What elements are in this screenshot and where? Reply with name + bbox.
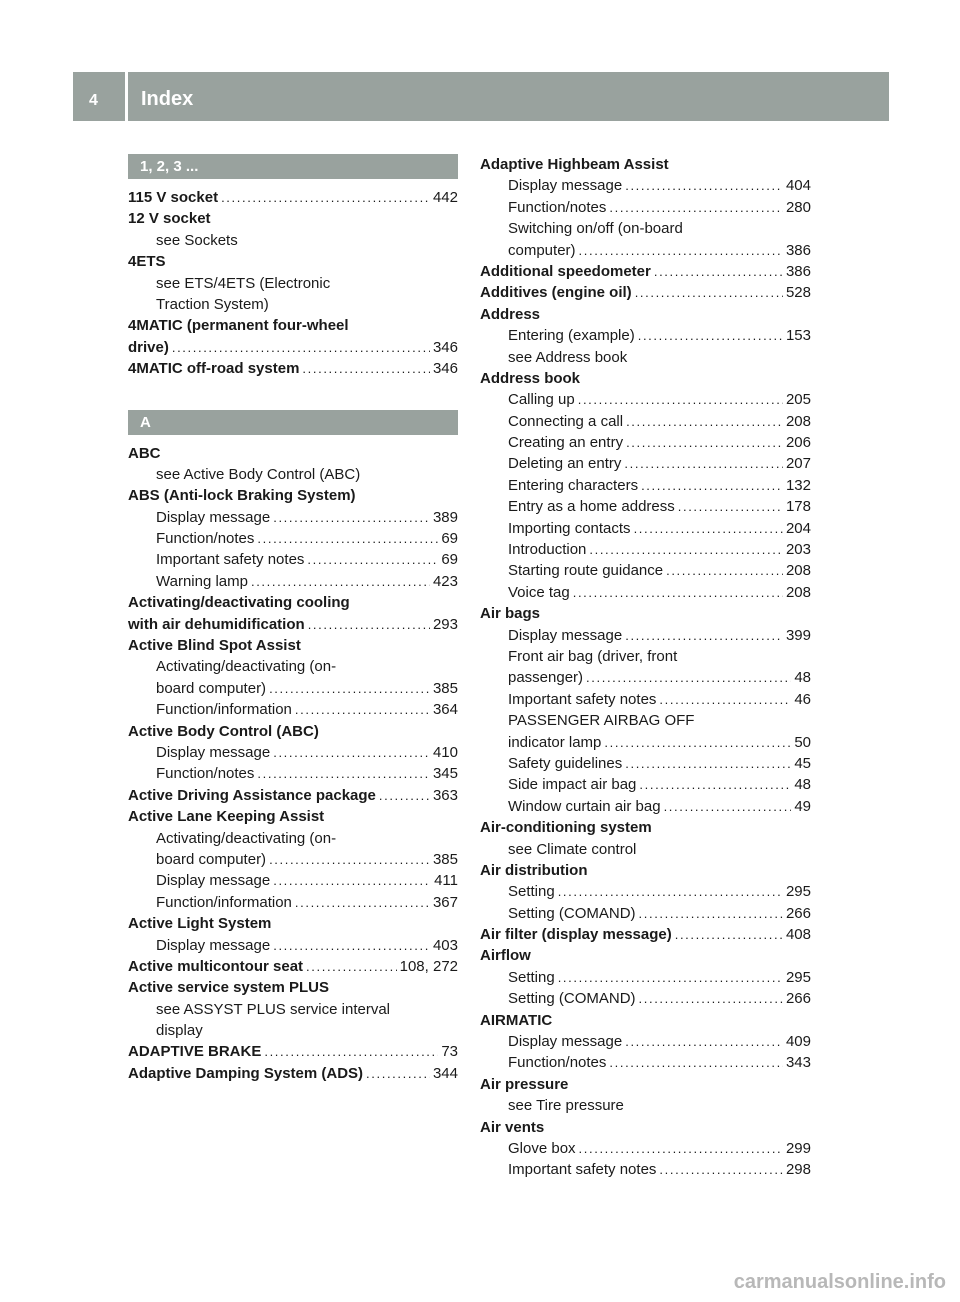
- entry-label: Safety guidelines: [508, 754, 623, 772]
- page-reference[interactable]: 48: [794, 776, 811, 794]
- page-reference[interactable]: 385: [432, 850, 458, 868]
- entry-label: with air dehumidification: [128, 615, 305, 633]
- entry-label: Entering (example): [508, 327, 635, 345]
- index-column-left: [128, 154, 458, 1084]
- page-reference[interactable]: 208: [785, 562, 811, 580]
- page-reference[interactable]: 345: [432, 765, 458, 783]
- entry-label: see Climate control: [508, 840, 637, 858]
- index-subentry: [480, 646, 811, 667]
- index-term: [128, 208, 458, 229]
- entry-label: Traction System): [156, 295, 269, 313]
- dot-leader: [579, 1138, 783, 1159]
- entry-label: Setting (COMAND): [508, 990, 636, 1008]
- entry-label: Switching on/off (on-board: [508, 220, 683, 238]
- dot-leader: [269, 849, 430, 870]
- page-reference[interactable]: 386: [785, 241, 811, 259]
- page-reference[interactable]: 389: [432, 508, 458, 526]
- index-entry: [128, 742, 458, 763]
- page-reference[interactable]: 399: [785, 626, 811, 644]
- dot-leader: [273, 870, 431, 891]
- entry-label: Function/notes: [508, 1054, 607, 1072]
- page-number: 4: [89, 92, 98, 109]
- entry-label: Starting route guidance: [508, 562, 664, 580]
- dot-leader: [308, 614, 430, 635]
- dot-leader: [609, 197, 783, 218]
- index-entry: [128, 935, 458, 956]
- index-entry: [480, 582, 811, 603]
- entry-label: Setting: [508, 968, 555, 986]
- index-subentry: [480, 1095, 811, 1116]
- index-entry: [480, 924, 811, 945]
- entry-label: Display message: [156, 936, 271, 954]
- index-entry: [128, 956, 458, 977]
- index-entry: [128, 870, 458, 891]
- page-reference[interactable]: 280: [785, 198, 811, 216]
- page-reference[interactable]: 346: [432, 338, 458, 356]
- entry-label: Function/information: [156, 701, 292, 719]
- index-entry: [480, 282, 811, 303]
- dot-leader: [634, 518, 783, 539]
- entry-label: Creating an entry: [508, 434, 624, 452]
- entry-label: drive): [128, 338, 169, 356]
- entry-label: Display message: [156, 508, 271, 526]
- index-entry: [128, 571, 458, 592]
- index-entry: [480, 389, 811, 410]
- dot-leader: [273, 742, 430, 763]
- index-entry: [480, 689, 811, 710]
- index-entry: [480, 197, 811, 218]
- entry-label: Display message: [508, 1033, 623, 1051]
- page-reference[interactable]: 295: [785, 968, 811, 986]
- dot-leader: [635, 282, 783, 303]
- entry-label: Display message: [508, 177, 623, 195]
- page-reference[interactable]: 266: [785, 990, 811, 1008]
- dot-leader: [639, 988, 783, 1009]
- index-entry: [128, 358, 458, 379]
- page-reference[interactable]: 208: [785, 583, 811, 601]
- index-term: [128, 251, 458, 272]
- dot-leader: [624, 453, 783, 474]
- index-entry: [128, 849, 458, 870]
- index-entry: [480, 539, 811, 560]
- page-reference[interactable]: 385: [432, 679, 458, 697]
- index-term: [128, 592, 458, 613]
- index-entry: [480, 796, 811, 817]
- entry-label: Active Light System: [128, 915, 272, 933]
- index-term: [480, 1117, 811, 1138]
- page-reference[interactable]: 203: [785, 541, 811, 559]
- entry-label: Introduction: [508, 541, 587, 559]
- entry-label: board computer): [156, 679, 267, 697]
- index-term: [128, 443, 458, 464]
- dot-leader: [221, 187, 430, 208]
- entry-label: Active multicontour seat: [128, 957, 304, 975]
- index-term: [128, 485, 458, 506]
- entry-label: AIRMATIC: [480, 1011, 553, 1029]
- index-subentry: [128, 1020, 458, 1041]
- page-reference[interactable]: 293: [432, 615, 458, 633]
- dot-leader: [589, 539, 783, 560]
- entry-label: Setting: [508, 883, 555, 901]
- index-subentry: [128, 464, 458, 485]
- dot-leader: [625, 175, 783, 196]
- entry-label: Active service system PLUS: [128, 979, 329, 997]
- page-reference[interactable]: 343: [785, 1054, 811, 1072]
- dot-leader: [264, 1041, 438, 1062]
- index-entry: [480, 625, 811, 646]
- dot-leader: [269, 678, 430, 699]
- page-reference[interactable]: 73: [441, 1043, 458, 1061]
- index-entry: [480, 732, 811, 753]
- dot-leader: [659, 1159, 783, 1180]
- page-reference[interactable]: 108, 272: [399, 957, 458, 975]
- index-term: [480, 1010, 811, 1031]
- index-term: [480, 860, 811, 881]
- index-entry: [128, 549, 458, 570]
- index-entry: [128, 763, 458, 784]
- dot-leader: [558, 967, 783, 988]
- dot-leader: [626, 411, 783, 432]
- entry-label: Important safety notes: [156, 551, 305, 569]
- entry-label: ABS (Anti-lock Braking System): [128, 487, 356, 505]
- index-entry: [480, 432, 811, 453]
- entry-label: ADAPTIVE BRAKE: [128, 1043, 262, 1061]
- page-reference[interactable]: 204: [785, 519, 811, 537]
- index-entry: [480, 261, 811, 282]
- entry-label: Adaptive Highbeam Assist: [480, 156, 669, 173]
- section-heading: A: [128, 410, 458, 435]
- entry-label: Active Body Control (ABC): [128, 722, 319, 740]
- dot-leader: [251, 571, 430, 592]
- dot-leader: [302, 358, 430, 379]
- entry-label: see ETS/4ETS (Electronic: [156, 274, 331, 292]
- index-entry: [128, 678, 458, 699]
- page-reference[interactable]: 408: [785, 926, 811, 944]
- dot-leader: [675, 924, 783, 945]
- header-divider: [125, 72, 128, 121]
- dot-leader: [641, 475, 783, 496]
- page-reference[interactable]: 386: [785, 262, 811, 280]
- dot-leader: [579, 240, 783, 261]
- entry-label: Important safety notes: [508, 1161, 657, 1179]
- page-reference[interactable]: 411: [434, 872, 458, 890]
- index-term: [128, 806, 458, 827]
- index-subentry: [480, 347, 811, 368]
- dot-leader: [659, 689, 791, 710]
- index-subentry: [128, 656, 458, 677]
- index-entry: [128, 337, 458, 358]
- entry-label: Air pressure: [480, 1075, 569, 1093]
- entry-label: Importing contacts: [508, 519, 631, 537]
- dot-leader: [306, 956, 397, 977]
- entry-label: display: [156, 1022, 203, 1040]
- entry-label: passenger): [508, 669, 584, 687]
- entry-label: Side impact air bag: [508, 776, 637, 794]
- index-entry: [128, 892, 458, 913]
- index-entry: [480, 560, 811, 581]
- dot-leader: [678, 496, 783, 517]
- entry-label: Adaptive Damping System (ADS): [128, 1064, 364, 1082]
- dot-leader: [604, 732, 791, 753]
- dot-leader: [273, 935, 430, 956]
- dot-leader: [639, 774, 791, 795]
- entry-label: board computer): [156, 850, 267, 868]
- entry-label: PASSENGER AIRBAG OFF: [508, 712, 695, 730]
- entry-label: Air filter (display message): [480, 926, 672, 944]
- index-entry: [128, 699, 458, 720]
- index-subentry: [128, 230, 458, 251]
- index-term: [128, 721, 458, 742]
- entry-label: Display message: [156, 743, 271, 761]
- index-term: [480, 1074, 811, 1095]
- index-entry: [128, 528, 458, 549]
- entry-label: computer): [508, 241, 576, 259]
- entry-label: Active Lane Keeping Assist: [128, 808, 325, 826]
- page-reference[interactable]: 528: [785, 284, 811, 302]
- index-subentry: [480, 218, 811, 239]
- index-entry: [480, 240, 811, 261]
- page-reference[interactable]: 299: [785, 1139, 811, 1157]
- entry-label: Entry as a home address: [508, 498, 675, 516]
- entry-label: see Active Body Control (ABC): [156, 465, 361, 483]
- entry-label: see Address book: [508, 348, 628, 366]
- index-term: [480, 304, 811, 325]
- entry-label: Additives (engine oil): [480, 284, 632, 302]
- index-entry: [128, 507, 458, 528]
- index-entry: [480, 753, 811, 774]
- index-entry: [480, 667, 811, 688]
- index-entry: [480, 881, 811, 902]
- index-entry: [128, 187, 458, 208]
- dot-leader: [295, 699, 430, 720]
- dot-leader: [273, 507, 430, 528]
- index-entry: [480, 903, 811, 924]
- page-reference[interactable]: 346: [432, 360, 458, 378]
- index-entry: [128, 614, 458, 635]
- page-reference[interactable]: 153: [785, 327, 811, 345]
- index-entry: [128, 785, 458, 806]
- index-entry: [480, 1159, 811, 1180]
- entry-label: Function/notes: [156, 765, 255, 783]
- page-reference[interactable]: 69: [441, 551, 458, 569]
- dot-leader: [666, 560, 783, 581]
- section-gap: [128, 380, 458, 410]
- dot-leader: [609, 1052, 783, 1073]
- page-reference[interactable]: 206: [785, 434, 811, 452]
- entry-label: Address book: [480, 369, 581, 387]
- entry-label: Window curtain air bag: [508, 797, 661, 815]
- entry-label: 115 V socket: [128, 189, 219, 206]
- index-entry: [480, 988, 811, 1009]
- dot-leader: [573, 582, 783, 603]
- entry-label: Active Blind Spot Assist: [128, 637, 301, 655]
- page-reference[interactable]: 404: [785, 177, 811, 195]
- entry-label: Activating/deactivating (on-: [156, 658, 337, 676]
- index-subentry: [480, 839, 811, 860]
- entry-label: Air distribution: [480, 861, 588, 879]
- page-reference[interactable]: 45: [794, 754, 811, 772]
- page-reference[interactable]: 344: [432, 1064, 458, 1082]
- page-reference[interactable]: 266: [785, 904, 811, 922]
- entry-label: Connecting a call: [508, 412, 624, 430]
- index-entry: [480, 475, 811, 496]
- page-header: [73, 72, 889, 121]
- entry-label: Glove box: [508, 1139, 576, 1157]
- entry-label: Setting (COMAND): [508, 904, 636, 922]
- dot-leader: [172, 337, 430, 358]
- page-reference[interactable]: 178: [785, 498, 811, 516]
- dot-leader: [558, 881, 783, 902]
- dot-leader: [639, 903, 783, 924]
- index-entry: [480, 175, 811, 196]
- index-entry: [480, 518, 811, 539]
- index-entry: [480, 1138, 811, 1159]
- dot-leader: [366, 1063, 430, 1084]
- page-reference[interactable]: 423: [432, 572, 458, 590]
- entry-label: 4MATIC (permanent four-wheel: [128, 317, 349, 335]
- entry-label: Active Driving Assistance package: [128, 786, 376, 804]
- index-entry: [480, 774, 811, 795]
- index-entry: [480, 453, 811, 474]
- page-reference[interactable]: 49: [794, 797, 811, 815]
- index-term: [480, 603, 811, 624]
- dot-leader: [257, 528, 438, 549]
- dot-leader: [638, 325, 783, 346]
- entry-label: Voice tag: [508, 583, 570, 601]
- index-entry: [480, 411, 811, 432]
- dot-leader: [257, 763, 430, 784]
- entry-label: Airflow: [480, 947, 531, 965]
- index-term: [128, 913, 458, 934]
- index-subentry: [128, 273, 458, 294]
- entry-label: Calling up: [508, 391, 575, 409]
- entry-label: Function/notes: [508, 198, 607, 216]
- watermark: carmanualsonline.info: [733, 1271, 946, 1293]
- entry-label: 4ETS: [128, 253, 166, 271]
- index-subentry: [128, 999, 458, 1020]
- dot-leader: [626, 432, 783, 453]
- page-reference[interactable]: 208: [785, 412, 811, 430]
- dot-leader: [625, 1031, 783, 1052]
- page-reference[interactable]: 295: [785, 883, 811, 901]
- index-entry: [480, 496, 811, 517]
- page-reference[interactable]: 205: [785, 391, 811, 409]
- entry-label: Entering characters: [508, 476, 639, 494]
- page-reference[interactable]: 207: [785, 455, 811, 473]
- index-term: [128, 635, 458, 656]
- index-subentry: [128, 828, 458, 849]
- entry-label: see ASSYST PLUS service interval: [156, 1000, 390, 1018]
- entry-label: Function/information: [156, 893, 292, 911]
- entry-label: Activating/deactivating (on-: [156, 829, 337, 847]
- page-reference[interactable]: 409: [785, 1033, 811, 1051]
- entry-label: Additional speedometer: [480, 262, 651, 280]
- page-reference[interactable]: 50: [794, 733, 811, 751]
- entry-label: Front air bag (driver, front: [508, 647, 678, 665]
- dot-leader: [625, 625, 783, 646]
- page-reference[interactable]: 69: [441, 530, 458, 548]
- dot-leader: [654, 261, 783, 282]
- entry-label: Display message: [156, 872, 271, 890]
- page-reference[interactable]: 48: [794, 669, 811, 687]
- index-entry: [480, 1031, 811, 1052]
- entry-label: Important safety notes: [508, 690, 657, 708]
- entry-label: Address: [480, 305, 541, 323]
- entry-label: Function/notes: [156, 530, 255, 548]
- entry-label: 12 V socket: [128, 210, 211, 228]
- index-entry: [480, 1052, 811, 1073]
- page-reference[interactable]: 364: [432, 701, 458, 719]
- page-reference[interactable]: 367: [432, 893, 458, 911]
- page-reference[interactable]: 132: [785, 476, 811, 494]
- entry-label: Activating/deactivating cooling: [128, 594, 350, 612]
- dot-leader: [379, 785, 430, 806]
- dot-leader: [295, 892, 430, 913]
- entry-label: see Sockets: [156, 231, 238, 249]
- entry-label: Air-conditioning system: [480, 819, 652, 837]
- index-column-right: [480, 154, 811, 1181]
- dot-leader: [664, 796, 792, 817]
- index-entry: [128, 1063, 458, 1084]
- index-subentry: [480, 710, 811, 731]
- index-term: [128, 977, 458, 998]
- index-subentry: [128, 294, 458, 315]
- entry-label: indicator lamp: [508, 733, 602, 751]
- page-reference[interactable]: 298: [785, 1161, 811, 1179]
- entry-label: Air bags: [480, 605, 541, 623]
- index-entry: [128, 1041, 458, 1062]
- page-reference[interactable]: 442: [432, 189, 458, 206]
- page-reference[interactable]: 46: [794, 690, 811, 708]
- dot-leader: [586, 667, 791, 688]
- index-term: [480, 817, 811, 838]
- index-term: [480, 368, 811, 389]
- entry-label: Warning lamp: [156, 572, 248, 590]
- index-entry: [480, 967, 811, 988]
- page-reference[interactable]: 363: [432, 786, 458, 804]
- page-reference[interactable]: 403: [432, 936, 458, 954]
- dot-leader: [307, 549, 438, 570]
- entry-label: Air vents: [480, 1118, 545, 1136]
- entry-label: Display message: [508, 626, 623, 644]
- index-term: [480, 945, 811, 966]
- dot-leader: [578, 389, 783, 410]
- index-term: [480, 154, 811, 175]
- entry-label: see Tire pressure: [508, 1097, 624, 1115]
- entry-label: ABC: [128, 444, 161, 462]
- index-term: [128, 315, 458, 336]
- page-title: Index: [141, 88, 194, 110]
- dot-leader: [625, 753, 791, 774]
- entry-label: 4MATIC off-road system: [128, 360, 300, 378]
- section-heading: 1, 2, 3 ...: [128, 154, 458, 179]
- page-reference[interactable]: 410: [432, 743, 458, 761]
- index-entry: [480, 325, 811, 346]
- entry-label: Deleting an entry: [508, 455, 622, 473]
